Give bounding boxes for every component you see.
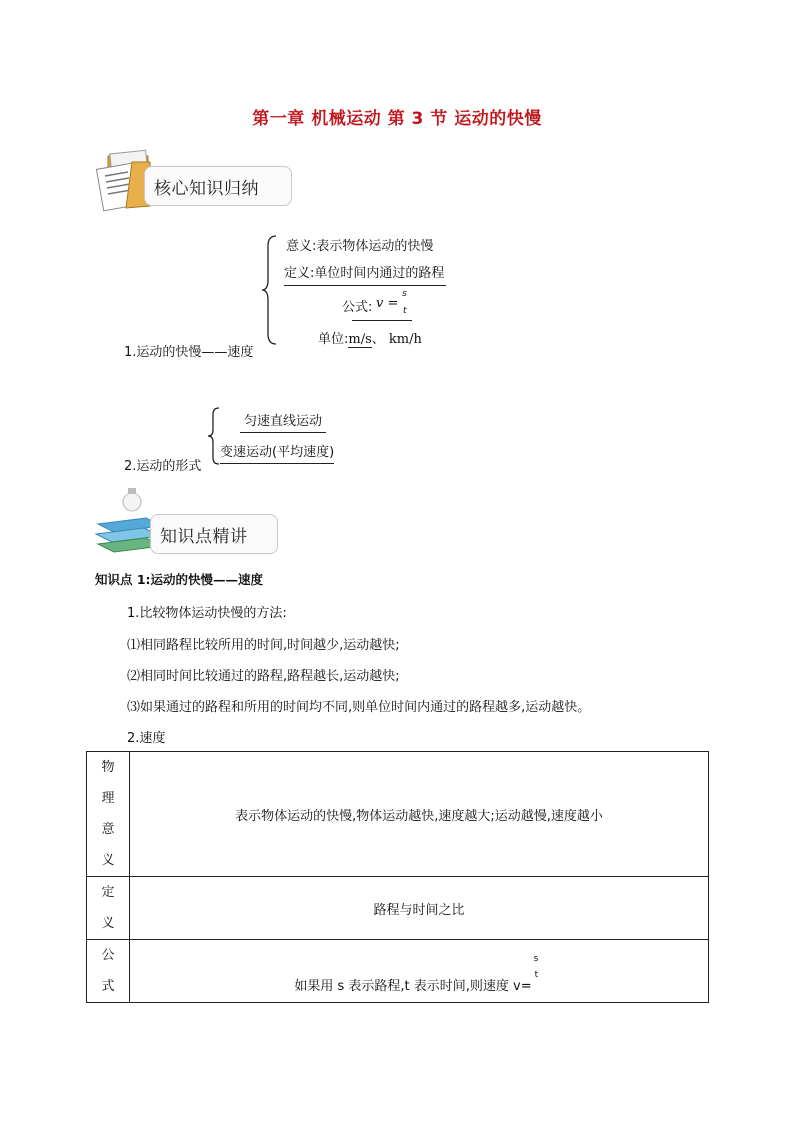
fraction-numerator: s xyxy=(533,954,539,964)
page-title: 第一章 机械运动 第 3 节 运动的快慢 xyxy=(252,109,542,129)
speed-formula-row xyxy=(342,289,412,322)
header-char: 物 xyxy=(101,760,115,775)
uniform-motion: 匀速直线运动 xyxy=(240,410,326,433)
header-char: 义 xyxy=(101,853,115,868)
formula-v: v = xyxy=(376,296,399,311)
formula-text: 如果用 s 表示路程,t 表示时间,则速度 v= xyxy=(294,979,532,994)
variable-motion-row xyxy=(220,441,334,464)
header-char: 公 xyxy=(101,948,115,963)
speed-definition-row xyxy=(284,262,446,281)
method-item: ⑵相同时间比较通过的路程,路程越长,运动越快; xyxy=(127,669,400,684)
diagram2-root: 2.运动的形式 xyxy=(124,459,202,474)
motion-form-diagram xyxy=(120,400,380,475)
row-header xyxy=(87,877,130,940)
diagram1-root: 1.运动的快慢——速度 xyxy=(124,345,254,360)
speed-heading: 2.速度 xyxy=(127,731,166,746)
header-char: 式 xyxy=(101,979,115,994)
formula-underline xyxy=(352,320,412,321)
speed-unit-row xyxy=(318,328,422,347)
formula-s: s xyxy=(402,289,407,299)
formula-fraction xyxy=(532,954,544,994)
table-row xyxy=(87,940,709,1003)
header-char: 意 xyxy=(101,822,115,837)
row-content: 路程与时间之比 xyxy=(130,877,709,940)
unit-rest: 、 km/h xyxy=(371,332,422,347)
unit-ms: m/s xyxy=(348,332,372,347)
methods-intro: 1.比较物体运动快慢的方法: xyxy=(127,606,287,621)
knowledge-point-heading: 知识点 1:运动的快慢——速度 xyxy=(95,572,264,587)
uniform-motion-row xyxy=(240,410,326,433)
table-row xyxy=(87,752,709,877)
speed-table xyxy=(86,751,709,1003)
brace-icon xyxy=(260,234,280,346)
variable-motion: 变速运动(平均速度) xyxy=(220,441,334,464)
formula-label: 公式: xyxy=(342,300,373,315)
banner-label: 知识点精讲 xyxy=(160,527,248,547)
table-row xyxy=(87,877,709,940)
speed-definition: 定义:单位时间内通过的路程 xyxy=(284,266,446,286)
header-char: 理 xyxy=(101,791,115,806)
row-content: 表示物体运动的快慢,物体运动越快,速度越大;运动越慢,速度越小 xyxy=(130,752,709,877)
method-item: ⑶如果通过的路程和所用的时间均不同,则单位时间内通过的路程越多,运动越快。 xyxy=(127,700,591,715)
banner-label: 核心知识归纳 xyxy=(154,179,259,199)
method-item: ⑴相同路程比较所用的时间,时间越少,运动越快; xyxy=(127,638,400,653)
row-header xyxy=(87,940,130,1003)
unit-label: 单位: xyxy=(318,332,349,347)
core-knowledge-banner xyxy=(92,148,292,216)
header-char: 定 xyxy=(101,885,115,900)
speed-concept-diagram xyxy=(120,230,500,360)
header-char: 义 xyxy=(101,916,115,931)
speed-meaning: 意义:表示物体运动的快慢 xyxy=(286,239,434,254)
formula-t: t xyxy=(403,306,407,316)
knowledge-points-banner xyxy=(92,484,282,558)
fraction-denominator: t xyxy=(534,970,539,980)
row-content xyxy=(130,940,709,1003)
row-header xyxy=(87,752,130,877)
